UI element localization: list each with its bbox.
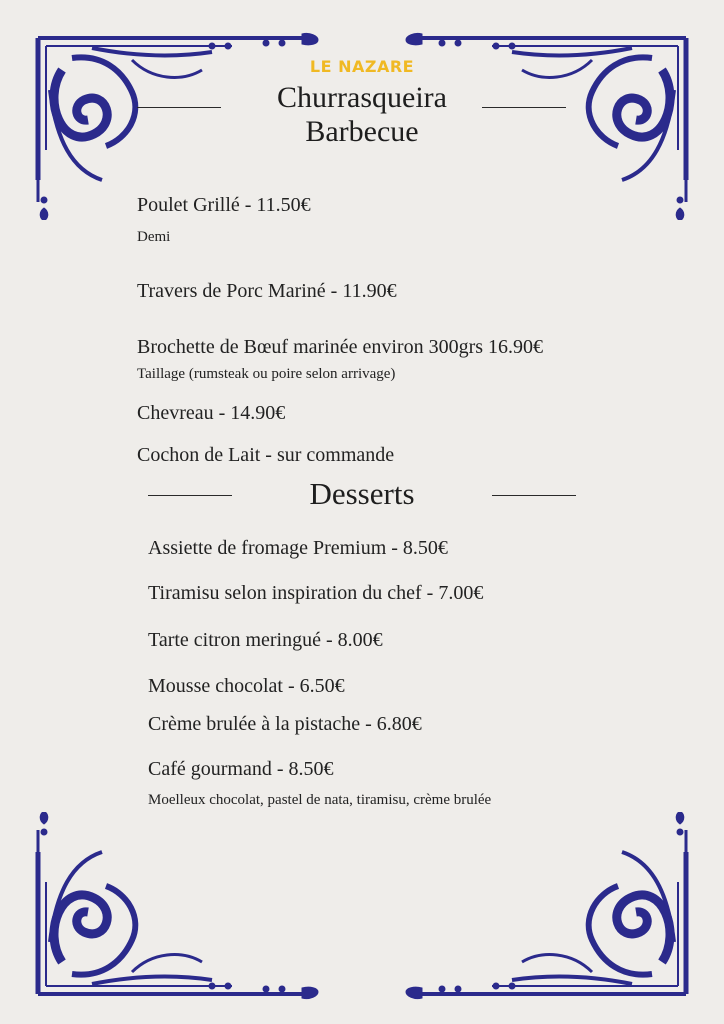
page-title-line1: Churrasqueira xyxy=(277,81,447,114)
dessert-item: Café gourmand - 8.50€ xyxy=(148,758,334,780)
corner-ornament-bottom-right-icon xyxy=(402,812,692,1002)
menu-item-note: Demi xyxy=(137,229,171,245)
menu-item: Brochette de Bœuf marinée environ 300grs 16.90€ xyxy=(137,336,544,358)
menu-item: Chevreau - 14.90€ xyxy=(137,402,286,424)
brand-logo: LE NAZARE xyxy=(309,57,415,76)
menu-item-note: Taillage (rumsteak ou poire selon arrivage) xyxy=(137,366,396,382)
menu-item: Cochon de Lait - sur commande xyxy=(137,444,395,466)
dessert-item: Assiette de fromage Premium - 8.50€ xyxy=(148,537,448,559)
dessert-item: Tiramisu selon inspiration du chef - 7.00€ xyxy=(148,582,484,604)
menu-item: Poulet Grillé - 11.50€ xyxy=(137,194,311,216)
corner-ornament-bottom-left-icon xyxy=(32,812,322,1002)
dessert-item-note: Moelleux chocolat, pastel de nata, tiramisu, crème brulée xyxy=(148,792,492,808)
title-rule-right xyxy=(482,107,566,108)
dessert-item: Tarte citron meringué - 8.00€ xyxy=(148,629,383,651)
title-rule-left xyxy=(137,107,221,108)
menu-item: Travers de Porc Mariné - 11.90€ xyxy=(137,280,397,302)
section-title-desserts: Desserts xyxy=(309,476,415,511)
dessert-item: Crème brulée à la pistache - 6.80€ xyxy=(148,713,422,735)
page-title-line2: Barbecue xyxy=(305,115,419,148)
dessert-item: Mousse chocolat - 6.50€ xyxy=(148,675,345,697)
section-rule-right xyxy=(492,495,576,496)
